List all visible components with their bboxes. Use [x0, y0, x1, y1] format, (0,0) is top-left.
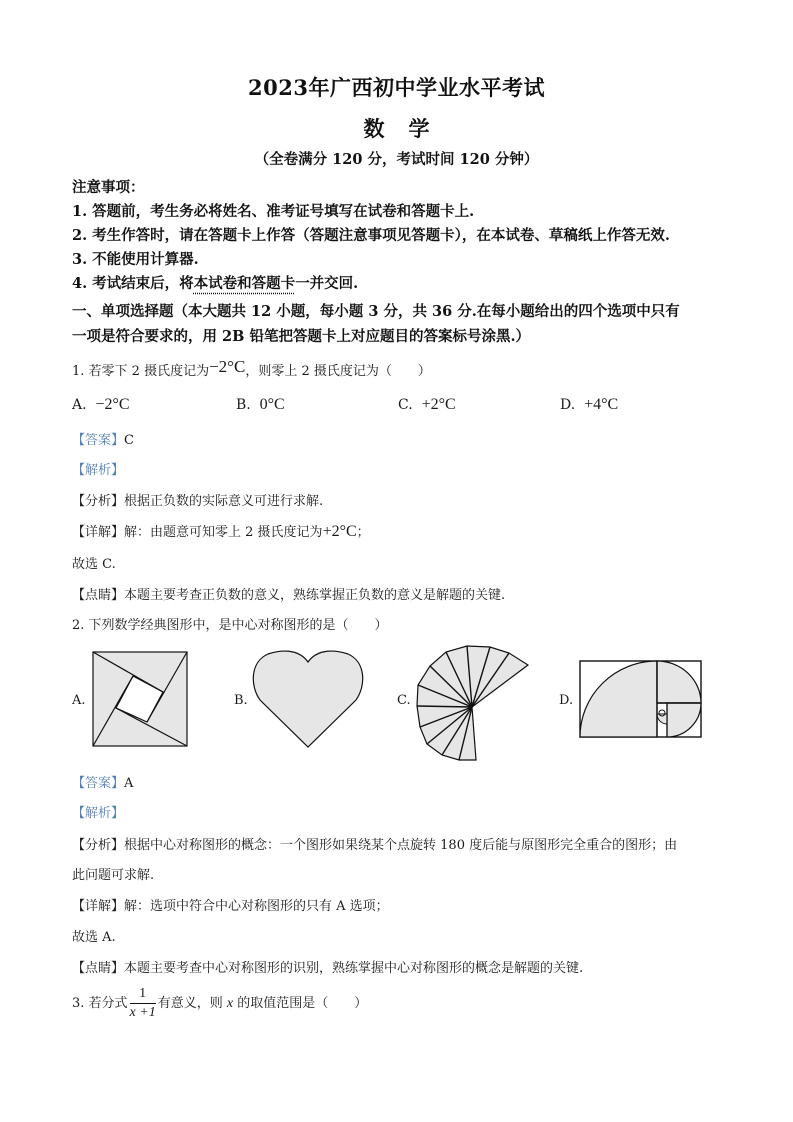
q1-option-d: D. +4°C — [560, 396, 619, 413]
q2-xiangjie: 【详解】解：选项中符合中心对称图形的只有 A 选项； — [72, 899, 389, 914]
answer-label: 【答案】 — [72, 776, 125, 791]
notice-item-1: 1. 答题前，考生务必将姓名、准考证号填写在试卷和答题卡上. — [72, 203, 475, 220]
notice-item-3: 3. 不能使用计算器. — [72, 251, 199, 268]
subject-title: 数学 — [363, 116, 454, 141]
fraction-denominator: x +1 — [129, 1005, 156, 1020]
notice-item-4-suffix: 一并交回. — [295, 275, 359, 292]
fraction-numerator: 1 — [130, 985, 156, 1004]
notice-item-2: 2. 考生作答时，请在答题卡上作答（答题注意事项见答题卡），在本试卷、草稿纸上作答无效. — [72, 227, 670, 244]
q2-option-c-label: C. — [397, 693, 411, 708]
q1-conclusion: 故选 C. — [72, 557, 116, 572]
q1-option-a: A. −2°C — [72, 396, 130, 413]
q1-option-c: C. +2°C — [398, 396, 456, 413]
q2-option-d-label: D. — [559, 693, 574, 708]
q2-analysis-label: 【解析】 — [72, 806, 125, 821]
q3-stem-prefix: 3. 若分式 — [72, 996, 128, 1011]
q2-option-b-label: B. — [234, 693, 248, 708]
notice-heading: 注意事项： — [72, 179, 145, 196]
q1-option-b: B. 0°C — [236, 396, 285, 413]
variable-x: x — [226, 996, 234, 1011]
q3-stem: 3. 若分式 $\frac{1}{x +1}$ 有意义，则 x 的取值范围是（ ） — [72, 986, 368, 1020]
q1-stem-suffix: ，则零上 2 摄氏度记为（ ） — [245, 364, 431, 379]
q2-conclusion: 故选 A. — [72, 930, 116, 945]
q2-stem: 2. 下列数学经典图形中，是中心对称图形的是（ ） — [72, 618, 388, 633]
exam-title: 2023年广西初中学业水平考试 — [248, 75, 545, 100]
q1-answer-value: C — [124, 433, 134, 448]
q2-fenxi-line1: 【分析】根据中心对称图形的概念：一个图形如果绕某个点旋转 180 度后能与原图形完全重合的图形；由 — [72, 838, 678, 853]
notice-item-4-emphasis: 本试卷和答题卡 — [193, 275, 296, 292]
q2-option-a-label: A. — [72, 693, 86, 708]
answer-label: 【答案】 — [72, 433, 125, 448]
q2-answer — [72, 772, 133, 791]
exam-subtitle: （全卷满分 120 分，考试时间 120 分钟） — [254, 151, 539, 168]
fraction — [130, 985, 156, 1022]
notice-item-4-prefix: 4. 考试结束后，将 — [72, 275, 194, 292]
q1-fenxi: 【分析】根据正负数的实际意义可进行求解. — [72, 494, 324, 509]
section1-heading-line1: 一、单项选择题（本大题共 12 小题，每小题 3 分，共 36 分.在每小题给出的四个选项中只有 — [72, 303, 680, 320]
q2-answer-value: A — [124, 776, 134, 791]
q1-stem-math: −2°C — [209, 357, 246, 376]
q1-stem-prefix: 1. 若零下 2 摄氏度记为 — [72, 364, 210, 379]
q1-xiangjie: 【详解】解：由题意可知零上 2 摄氏度记为+2°C； — [72, 523, 370, 540]
q1-dianjing: 【点睛】本题主要考查正负数的意义，熟练掌握正负数的意义是解题的关键. — [72, 588, 506, 603]
q2-dianjing: 【点睛】本题主要考查中心对称图形的识别，熟练掌握中心对称图形的概念是解题的关键. — [72, 961, 584, 976]
q1-analysis-label: 【解析】 — [72, 463, 125, 478]
q2-fenxi-line2: 此问题可求解. — [72, 868, 155, 883]
section1-heading-line2: 一项是符合要求的，用 2B 铅笔把答题卡上对应题目的答案标号涂黑.） — [72, 328, 530, 345]
